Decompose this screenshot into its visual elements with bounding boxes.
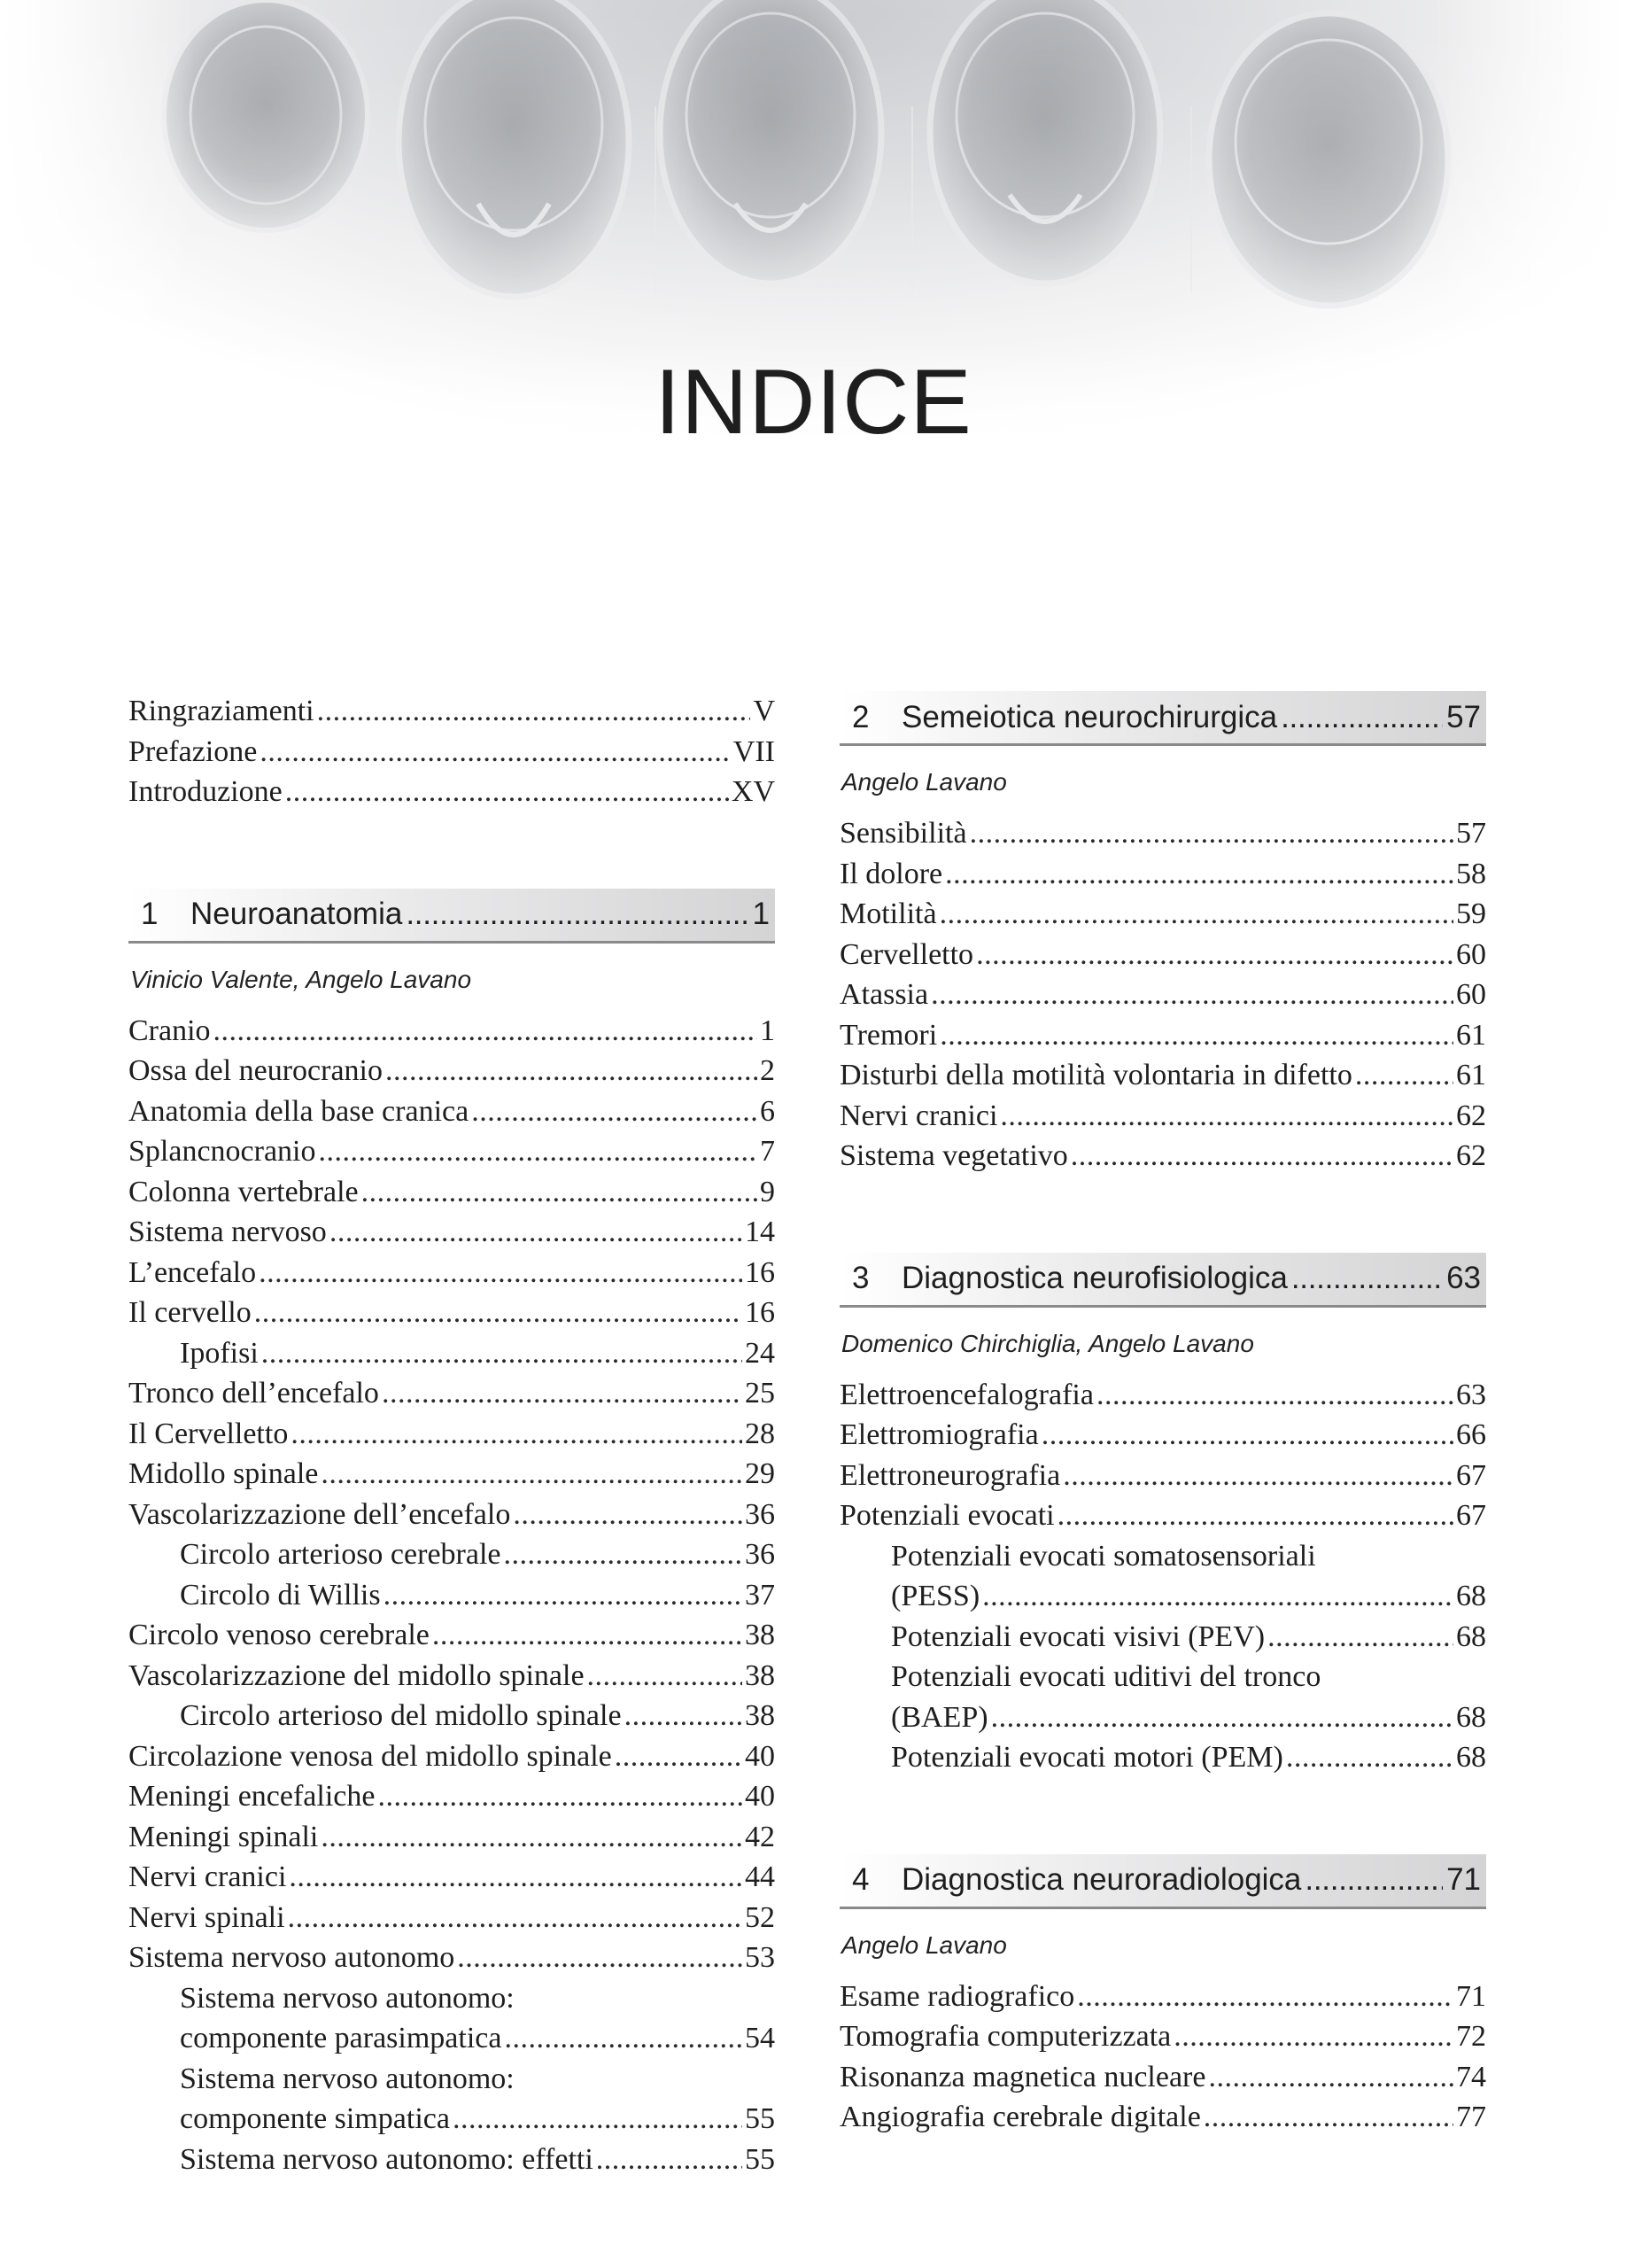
- page-title: INDICE: [655, 351, 972, 454]
- toc-entry[interactable]: [128, 1051, 775, 1091]
- toc-entry[interactable]: Ringraziamenti . . . V: [128, 691, 775, 732]
- chapter-title: Neuroanatomia: [190, 897, 403, 931]
- chapter-number: 4: [852, 1862, 870, 1897]
- toc-entry-label: Midollo spinale: [128, 1457, 319, 1490]
- toc-entry-page: 40: [745, 1739, 775, 1773]
- toc-entry[interactable]: [128, 1978, 775, 2059]
- toc-entry-page: 38: [745, 1658, 775, 1692]
- toc-entry[interactable]: [128, 1736, 775, 1777]
- toc-entry-label-line2: (PESS): [891, 1580, 980, 1612]
- chapter-authors: Angelo Lavano: [841, 768, 1007, 796]
- toc-entry-page: 63: [1456, 1378, 1486, 1411]
- chapter-number: 2: [852, 699, 870, 734]
- toc-entry-label: Sistema nervoso: [128, 1216, 327, 1248]
- toc-entry-page: 60: [1456, 937, 1486, 971]
- toc-entry[interactable]: [840, 854, 1486, 895]
- toc-entry-label: Circolo arterioso cerebrale: [180, 1538, 501, 1571]
- toc-entry-page: 62: [1456, 1099, 1486, 1132]
- toc-entry-label: Sistema nervoso autonomo: [128, 1941, 455, 1974]
- toc-entry-page: 36: [745, 1538, 775, 1571]
- toc-entry[interactable]: [128, 1938, 775, 1978]
- toc-entry-label: Potenziali evocati motori (PEM): [891, 1741, 1283, 1774]
- toc-entry[interactable]: [128, 1293, 775, 1333]
- toc-entry-label: Circolo arterioso del midollo spinale: [180, 1699, 622, 1732]
- toc-entry-label-line2: componente simpatica: [180, 2102, 450, 2135]
- toc-entry-page: 52: [745, 1900, 775, 1934]
- toc-entry-label: Elettromiografia: [840, 1418, 1039, 1451]
- toc-entry-page: 40: [745, 1780, 775, 1813]
- toc-entry-page: 38: [745, 1619, 775, 1651]
- toc-entry-page: 38: [745, 1699, 775, 1732]
- toc-entry-page: 61: [1456, 1018, 1486, 1052]
- toc-entry[interactable]: [128, 1454, 775, 1495]
- toc-entry[interactable]: [840, 1495, 1486, 1536]
- toc-entry-label: Tronco dell’encefalo: [128, 1377, 379, 1410]
- toc-entry[interactable]: [840, 1456, 1486, 1496]
- toc-entry[interactable]: [128, 1212, 775, 1253]
- toc-entry-label: Nervi cranici: [840, 1099, 998, 1132]
- toc-entry-label: Il dolore: [840, 857, 943, 890]
- toc-entry-label: Ipofisi: [180, 1336, 259, 1370]
- toc-entry-page: 61: [1456, 1059, 1486, 1091]
- toc-entry-label: Cervelletto: [840, 937, 974, 971]
- toc-entry-label-line1: Sistema nervoso autonomo:: [180, 2062, 515, 2095]
- toc-entry-label: Nervi cranici: [128, 1860, 287, 1893]
- toc-entry-page: 25: [745, 1377, 775, 1410]
- toc-entry-page: 6: [760, 1094, 775, 1128]
- front-matter: [128, 691, 775, 812]
- chapter-number: 1: [141, 897, 159, 931]
- toc-entry-label-line2: componente parasimpatica: [180, 2022, 502, 2054]
- toc-entry-label: Meningi encefaliche: [128, 1780, 376, 1813]
- chapter-title: Diagnostica neurofisiologica: [902, 1261, 1288, 1295]
- toc-entry[interactable]: [840, 1375, 1486, 1416]
- toc-entry-label: Tremori: [840, 1018, 938, 1052]
- chapter-page: 63: [1446, 1261, 1481, 1295]
- toc-entry-page: 72: [1456, 2020, 1486, 2053]
- toc-entry-page: 1: [760, 1014, 775, 1047]
- toc-entry[interactable]: [128, 1172, 775, 1213]
- chapter-section: [840, 1854, 1486, 2138]
- chapter-page: 71: [1446, 1862, 1481, 1897]
- chapter-page: 57: [1446, 699, 1481, 734]
- toc-entry-label: Tomografia computerizzata: [840, 2020, 1172, 2053]
- toc-entry-label: Cranio: [128, 1014, 211, 1047]
- toc-entry[interactable]: [128, 1495, 775, 1535]
- toc-entry-label-line1: Potenziali evocati somatosensoriali: [891, 1539, 1316, 1573]
- toc-entry-page: 2: [760, 1054, 775, 1087]
- toc-entry-label: Il Cervelletto: [128, 1417, 289, 1450]
- toc-left-column: [128, 691, 775, 2256]
- toc-entry-page: 42: [745, 1820, 775, 1853]
- chapter-title: Diagnostica neuroradiologica: [902, 1862, 1302, 1897]
- toc-entry-page: 9: [760, 1175, 775, 1208]
- toc-entry-label-line1: Potenziali evocati uditivi del tronco: [891, 1660, 1321, 1693]
- toc-entry[interactable]: [128, 1898, 775, 1938]
- chapter-heading[interactable]: [128, 889, 775, 944]
- toc-right-column: [840, 691, 1486, 2214]
- toc-entry-page: 53: [745, 1941, 775, 1974]
- toc-entry[interactable]: [128, 1696, 775, 1736]
- toc-entry[interactable]: [840, 975, 1486, 1015]
- toc-entry-label: Sistema vegetativo: [840, 1139, 1068, 1172]
- chapter-authors: Angelo Lavano: [841, 1930, 1007, 1959]
- toc-entry-page: 71: [1456, 1979, 1486, 2013]
- toc-entry-label-line1: Sistema nervoso autonomo:: [180, 1981, 515, 2015]
- toc-entry-page: 59: [1456, 897, 1486, 930]
- toc-entry[interactable]: [840, 1737, 1486, 1778]
- toc-entry[interactable]: [128, 1131, 775, 1172]
- toc-entry-label: Anatomia della base cranica: [128, 1094, 469, 1128]
- toc-entry-label: Vascolarizzazione dell’encefalo: [128, 1497, 511, 1531]
- toc-entry-page: 16: [745, 1296, 775, 1329]
- toc-entry-page: 66: [1456, 1418, 1486, 1451]
- toc-entry[interactable]: [128, 2140, 775, 2180]
- toc-entry-page: 28: [745, 1417, 775, 1450]
- toc-entry-label: Circolo venoso cerebrale: [128, 1619, 430, 1651]
- toc-entry-page: 37: [745, 1578, 775, 1612]
- toc-entry[interactable]: [128, 1534, 775, 1575]
- chapter-title: Semeiotica neurochirurgica: [902, 699, 1278, 734]
- chapter-authors: Domenico Chirchiglia, Angelo Lavano: [841, 1329, 1254, 1357]
- toc-entry-page: 68: [1456, 1741, 1486, 1774]
- toc-entry-page: 60: [1456, 978, 1486, 1011]
- chapter-section: [128, 889, 775, 2180]
- toc-entry-page: 44: [745, 1860, 775, 1893]
- chapter-heading[interactable]: [840, 691, 1486, 746]
- toc-entry-label: Vascolarizzazione del midollo spinale: [128, 1658, 585, 1692]
- toc-entry[interactable]: [840, 1055, 1486, 1096]
- toc-entry[interactable]: Introduzione . . . XV: [128, 772, 775, 812]
- toc-entry[interactable]: [840, 2097, 1486, 2138]
- toc-entry-page: 58: [1456, 857, 1486, 890]
- toc-entry-page: 29: [745, 1457, 775, 1490]
- toc-entry-label-line2: (BAEP): [891, 1700, 988, 1734]
- toc-entry-label: Elettroneurografia: [840, 1458, 1061, 1492]
- toc-entry[interactable]: [128, 1091, 775, 1132]
- toc-entry-label: Motilità: [840, 897, 937, 930]
- toc-entry-label: Circolazione venosa del midollo spinale: [128, 1739, 612, 1773]
- toc-entry-label: Il cervello: [128, 1296, 252, 1329]
- toc-entry[interactable]: [128, 1857, 775, 1898]
- toc-entry[interactable]: [128, 1656, 775, 1697]
- toc-entry-label: Splancnocranio: [128, 1135, 316, 1168]
- toc-entry-label: Potenziali evocati: [840, 1499, 1055, 1532]
- toc-entry[interactable]: [840, 935, 1486, 975]
- toc-entry[interactable]: [128, 1414, 775, 1455]
- toc-entry-page: 57: [1456, 817, 1486, 850]
- toc-entry[interactable]: [128, 1817, 775, 1858]
- toc-entry-page: 67: [1456, 1499, 1486, 1532]
- toc-entry[interactable]: [840, 1415, 1486, 1456]
- toc-entry[interactable]: [128, 1615, 775, 1656]
- toc-entry-label: Meningi spinali: [128, 1820, 319, 1853]
- toc-entry-label: Ossa del neurocranio: [128, 1054, 384, 1087]
- toc-entry-page: 68: [1456, 1700, 1486, 1734]
- toc-entry-page: 16: [745, 1255, 775, 1289]
- toc-entry-label: Disturbi della motilità volontaria in difetto: [840, 1059, 1352, 1091]
- toc-entry[interactable]: [128, 1373, 775, 1414]
- toc-entry-label: Sensibilità: [840, 817, 967, 850]
- toc-entry[interactable]: [128, 1011, 775, 1052]
- toc-entry[interactable]: [840, 894, 1486, 935]
- toc-entry[interactable]: [128, 1575, 775, 1616]
- toc-entry-label: Elettroencefalografia: [840, 1378, 1094, 1411]
- toc-entry-label: Sistema nervoso autonomo: effetti: [180, 2142, 593, 2176]
- toc-entry-page: 54: [745, 2022, 775, 2054]
- toc-entry-label: Circolo di Willis: [180, 1578, 381, 1612]
- toc-entry-page: 24: [745, 1336, 775, 1370]
- chapter-heading[interactable]: [840, 1854, 1486, 1909]
- toc-entry-label: Colonna vertebrale: [128, 1175, 359, 1208]
- toc-entry[interactable]: [840, 1136, 1486, 1177]
- chapter-heading[interactable]: [840, 1253, 1486, 1308]
- chapter-page: 1: [752, 897, 770, 931]
- toc-entry-label: L’encefalo: [128, 1255, 257, 1289]
- chapter-section: [840, 1253, 1486, 1778]
- toc-entry[interactable]: [840, 813, 1486, 854]
- toc-entry-page: 67: [1456, 1458, 1486, 1492]
- toc-entry[interactable]: [840, 1617, 1486, 1658]
- toc-entry-page: 77: [1456, 2101, 1486, 2133]
- toc-entry-page: 55: [745, 2102, 775, 2135]
- toc-entry[interactable]: [840, 1977, 1486, 2017]
- toc-entry-page: 55: [745, 2142, 775, 2176]
- toc-entry[interactable]: [840, 2057, 1486, 2098]
- toc-entry[interactable]: [840, 1015, 1486, 1056]
- toc-entry[interactable]: [840, 1096, 1486, 1137]
- toc-entry-page: 36: [745, 1497, 775, 1531]
- toc-entry-label: Angiografia cerebrale digitale: [840, 2101, 1201, 2133]
- toc-entry-label: Esame radiografico: [840, 1979, 1075, 2013]
- toc-entry[interactable]: [128, 1253, 775, 1293]
- toc-entry-page: 7: [760, 1135, 775, 1168]
- toc-entry[interactable]: [128, 1333, 775, 1374]
- toc-entry[interactable]: [128, 1776, 775, 1817]
- toc-entry-page: 68: [1456, 1619, 1486, 1653]
- toc-entry-page: 74: [1456, 2060, 1486, 2093]
- chapter-authors: Vinicio Valente, Angelo Lavano: [130, 965, 472, 993]
- toc-entry-label: Atassia: [840, 978, 929, 1011]
- chapter-section: [840, 691, 1486, 1177]
- toc-entry[interactable]: [128, 2059, 775, 2140]
- toc-entry[interactable]: [840, 1657, 1486, 1737]
- toc-entry-page: 62: [1456, 1139, 1486, 1172]
- toc-entry[interactable]: Prefazione . . . VII: [128, 732, 775, 773]
- toc-entry-page: 14: [745, 1216, 775, 1248]
- toc-entry-label: Risonanza magnetica nucleare: [840, 2060, 1206, 2093]
- toc-entry-label: Nervi spinali: [128, 1900, 285, 1934]
- chapter-number: 3: [852, 1261, 870, 1295]
- toc-entry-page: 68: [1456, 1580, 1486, 1612]
- toc-entry[interactable]: [840, 2016, 1486, 2057]
- toc-entry[interactable]: [840, 1536, 1486, 1617]
- toc-entry-label: Potenziali evocati visivi (PEV): [891, 1619, 1266, 1653]
